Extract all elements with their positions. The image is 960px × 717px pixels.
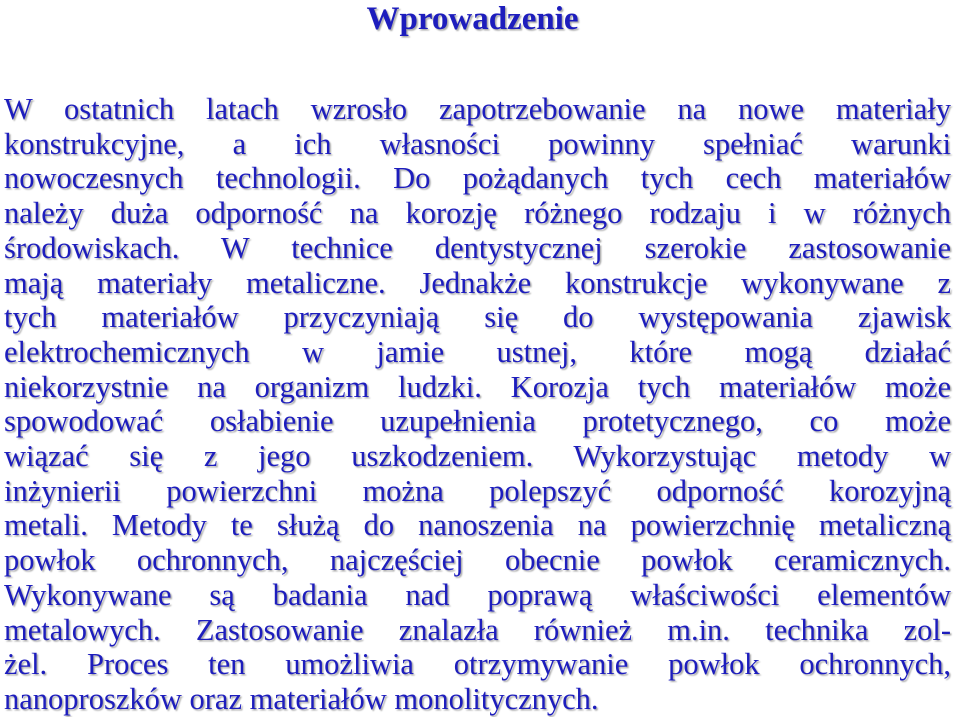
paragraph-line: elektrochemicznych w jamie ustnej, które mogą działać: [4, 334, 951, 369]
paragraph-line: nowoczesnych technologii. Do pożądanych tych cech materiałów: [4, 161, 951, 196]
paragraph-line: W ostatnich latach wzrosło zapotrzebowanie na nowe materiały: [4, 92, 951, 126]
paragraph-line: konstrukcyjne, a ich własności powinny spełniać warunki: [4, 126, 951, 161]
slide-title: Wprowadzenie: [366, 1, 579, 37]
paragraph-line: mają materiały metaliczne. Jednakże konstrukcje wykonywane z: [4, 265, 951, 300]
paragraph-line: spowodować osłabienie uzupełnienia protetycznego, co może: [4, 404, 951, 439]
paragraph-line: Wykonywane są badania nad poprawą właściwości elementów: [4, 577, 951, 612]
paragraph-line: tych materiałów przyczyniają się do występowania zjawisk: [4, 300, 951, 335]
paragraph-line: żel. Proces ten umożliwia otrzymywanie powłok ochronnych,: [4, 647, 951, 682]
paragraph-line: niekorzystnie na organizm ludzki. Korozja tych materiałów może: [4, 369, 951, 404]
paragraph-line: inżynierii powierzchni można polepszyć odporność korozyjną: [4, 473, 951, 508]
paragraph-line: należy duża odporność na korozję różnego rodzaju i w różnych: [4, 196, 951, 231]
paragraph-line: nanoproszków oraz materiałów monolitycznych.: [4, 681, 599, 716]
paragraph-line: metali. Metody te służą do nanoszenia na powierzchnię metaliczną: [4, 508, 951, 543]
paragraph-line: metalowych. Zastosowanie znalazła również m.in. technika zol-: [4, 612, 951, 647]
paragraph-line: środowiskach. W technice dentystycznej szerokie zastosowanie: [4, 230, 951, 265]
paragraph-line: powłok ochronnych, najczęściej obecnie powłok ceramicznych.: [4, 543, 951, 578]
introduction-paragraph: [4, 92, 951, 717]
paragraph-line: wiązać się z jego uszkodzeniem. Wykorzystując metody w: [4, 439, 951, 474]
